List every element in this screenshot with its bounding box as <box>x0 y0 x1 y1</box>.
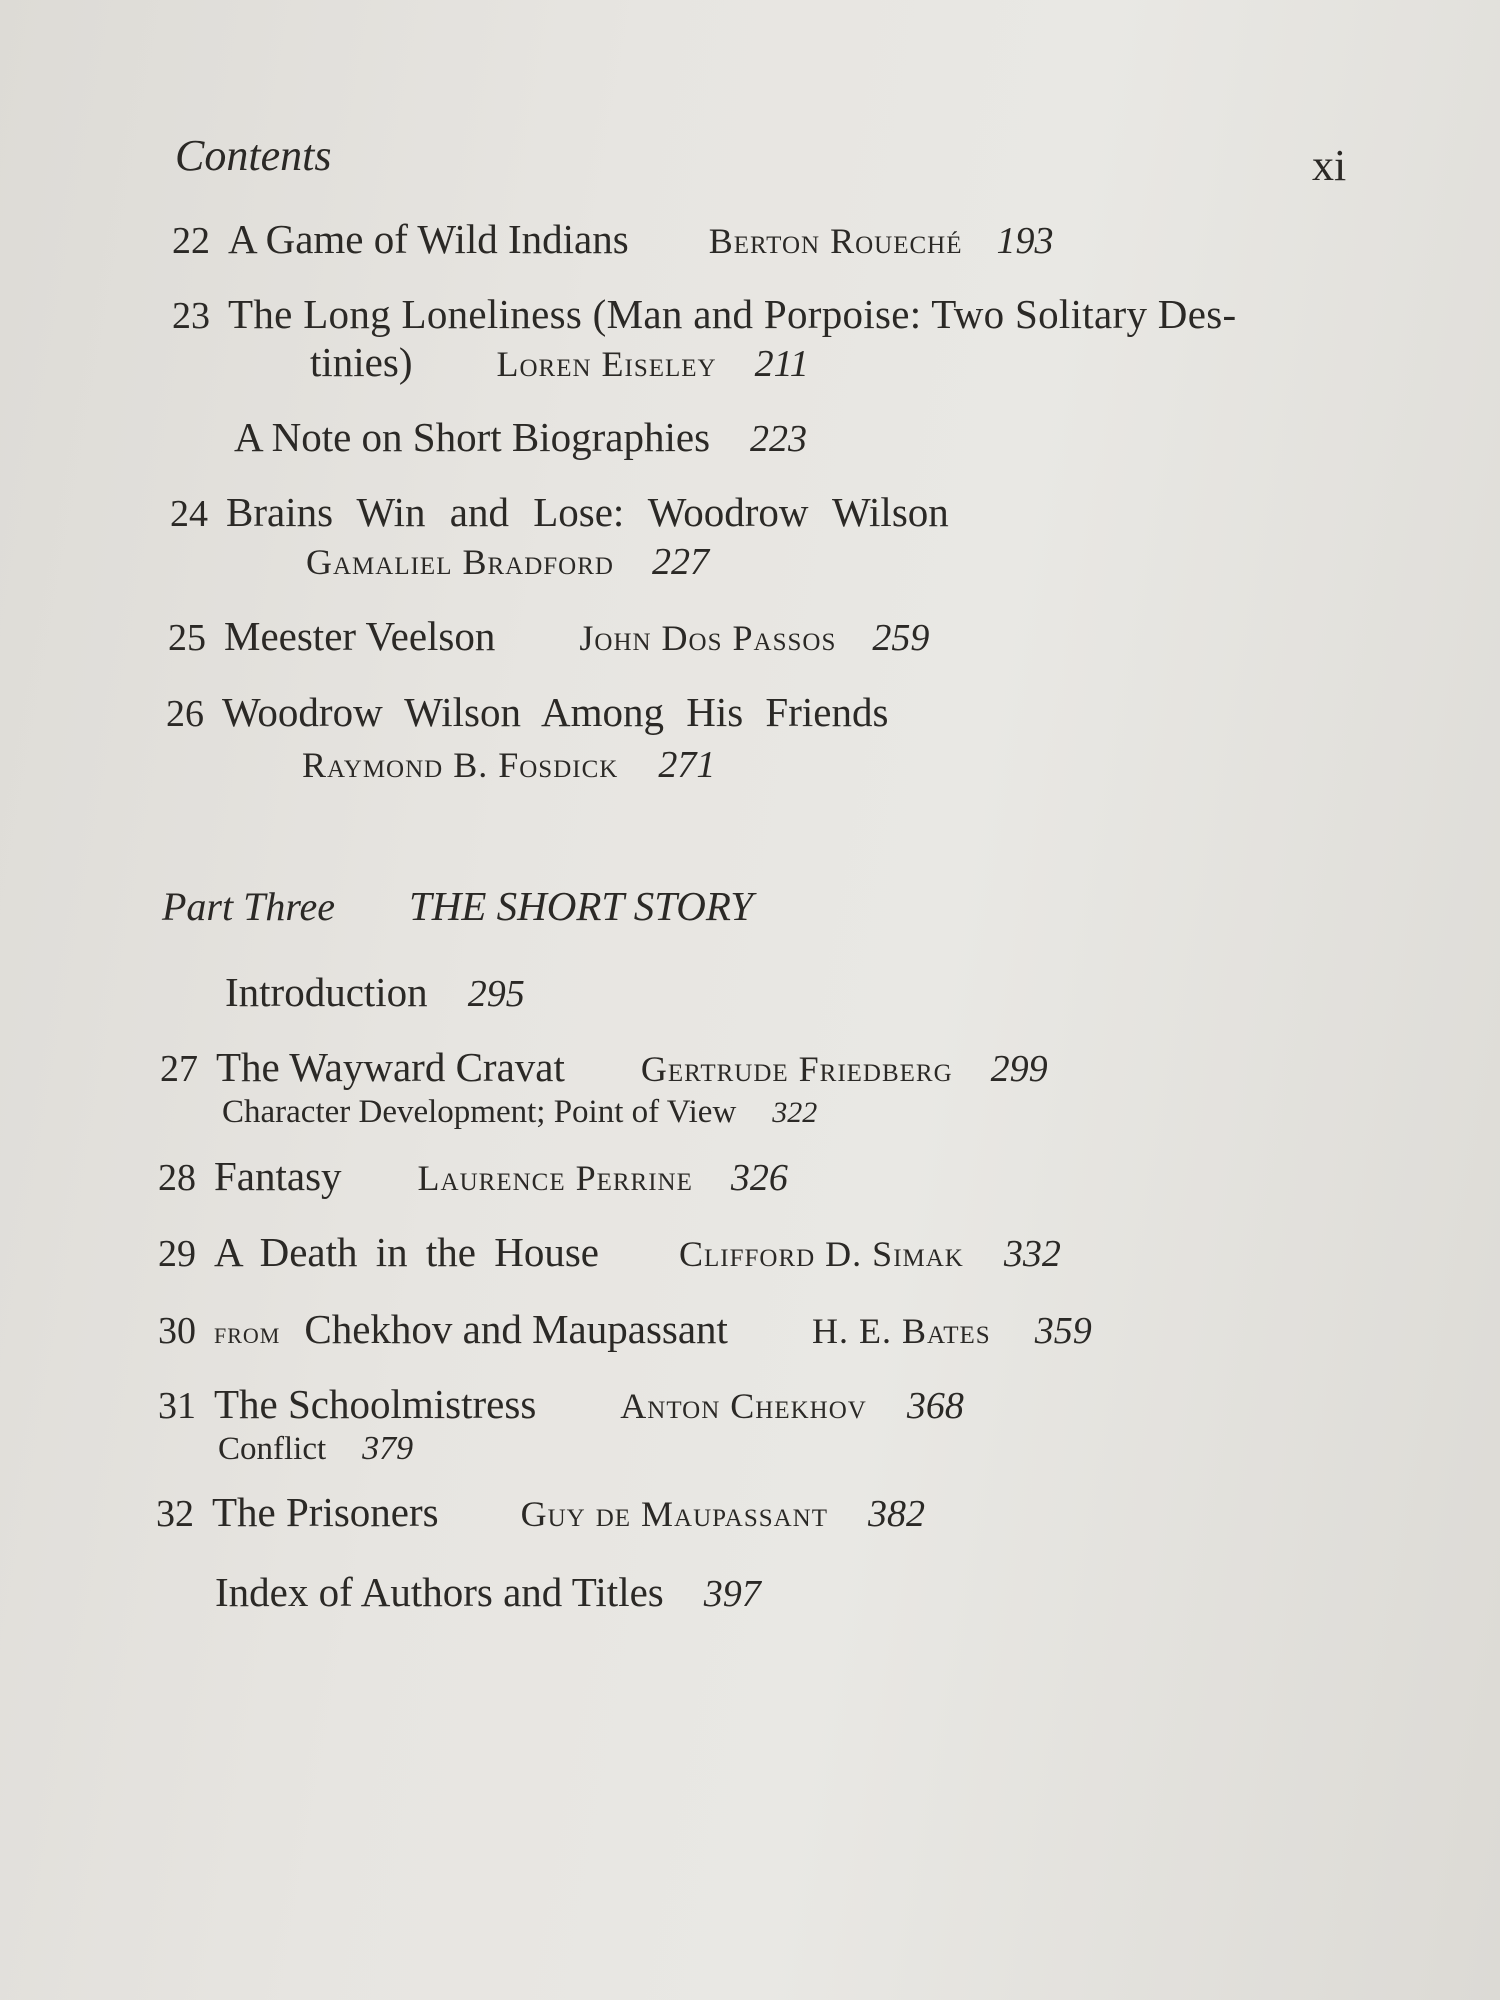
entry-number: 26 <box>166 693 204 735</box>
entry-title: Brains Win and Lose: Woodrow Wilson <box>226 489 949 535</box>
entry-author: Gamaliel Bradford <box>306 542 614 582</box>
entry-author: Berton Roueché <box>708 221 963 261</box>
entry-number: 24 <box>170 493 208 535</box>
entry-page: 382 <box>868 1493 926 1535</box>
entry-title: A Game of Wild Indians <box>228 216 629 262</box>
entry-page: 223 <box>750 418 808 460</box>
entry-author: Anton Chekhov <box>620 1386 867 1426</box>
entry-title: The Prisoners <box>212 1489 439 1535</box>
entry-page: 211 <box>754 343 809 385</box>
entry-title: A Death in the House <box>214 1229 599 1275</box>
entry-page: 271 <box>658 744 716 786</box>
page-number-folio: xi <box>1312 141 1347 190</box>
entry-number: 22 <box>172 220 210 262</box>
entry-subtopic: Conflict <box>218 1431 327 1467</box>
entry-author: John Dos Passos <box>579 618 837 658</box>
entry-page: 227 <box>651 541 709 583</box>
entry-title: Fantasy <box>214 1153 342 1199</box>
toc-entry-25 <box>168 612 929 660</box>
entry-title: Index of Authors and Titles <box>215 1569 664 1615</box>
entry-number: 28 <box>158 1157 196 1199</box>
entry-page: 368 <box>906 1385 964 1427</box>
part-heading-row <box>162 882 753 930</box>
entry-title: Woodrow Wilson Among His Friends <box>222 689 889 735</box>
entry-author: H. E. Bates <box>811 1311 991 1351</box>
toc-entry-27 <box>160 1043 1048 1091</box>
entry-subtopic: Character Development; Point of View <box>222 1094 737 1130</box>
part-label: Part Three <box>162 884 335 929</box>
entry-page: 193 <box>996 220 1054 262</box>
entry-page: 326 <box>730 1157 788 1199</box>
entry-page: 299 <box>990 1048 1048 1090</box>
running-head-title: Contents <box>175 131 332 180</box>
toc-entry-introduction <box>225 968 525 1016</box>
entry-title: The Long Loneliness (Man and Porpoise: Two Solitary Des- <box>228 291 1237 337</box>
toc-entry-29 <box>158 1228 1061 1276</box>
entry-title: A Note on Short Biographies <box>234 414 711 460</box>
entry-title: Chekhov and Maupassant <box>304 1306 728 1352</box>
entry-author: Raymond B. Fosdick <box>302 745 619 785</box>
toc-entry-24-author <box>306 540 709 584</box>
toc-entry-note <box>234 413 807 461</box>
entry-author: Loren Eiseley <box>496 344 717 384</box>
entry-number: 29 <box>158 1233 196 1275</box>
entry-author: Gertrude Friedberg <box>640 1049 953 1089</box>
toc-entry-28 <box>158 1152 788 1200</box>
entry-number: 27 <box>160 1048 198 1090</box>
toc-entry-30 <box>158 1305 1092 1353</box>
toc-entry-22 <box>172 215 1053 263</box>
entry-page: 359 <box>1034 1310 1092 1352</box>
entry-author: Guy de Maupassant <box>520 1494 829 1534</box>
entry-number: 31 <box>158 1385 196 1427</box>
entry-title-continued: tinies) <box>310 339 413 385</box>
toc-entry-32 <box>156 1488 925 1536</box>
entry-subtopic-page: 379 <box>362 1430 414 1467</box>
entry-number: 32 <box>156 1493 194 1535</box>
toc-entry-31 <box>158 1380 964 1428</box>
entry-prefix: from <box>214 1314 281 1350</box>
entry-title: Introduction <box>225 969 428 1015</box>
entry-title: The Wayward Cravat <box>216 1044 565 1090</box>
toc-entry-23 <box>172 290 1236 338</box>
toc-entry-23-continued <box>310 338 809 386</box>
entry-page: 397 <box>703 1573 761 1615</box>
entry-page: 259 <box>872 617 930 659</box>
toc-entry-index <box>215 1568 761 1616</box>
entry-number: 30 <box>158 1310 196 1352</box>
toc-entry-26 <box>166 688 888 736</box>
entry-author: Clifford D. Simak <box>678 1234 964 1274</box>
entry-title: The Schoolmistress <box>214 1381 537 1427</box>
part-title: THE SHORT STORY <box>408 883 754 929</box>
entry-title: Meester Veelson <box>224 613 496 659</box>
entry-number: 23 <box>172 295 210 337</box>
toc-entry-31-sub <box>218 1430 413 1468</box>
toc-entry-24 <box>170 488 949 536</box>
entry-page: 332 <box>1003 1233 1061 1275</box>
entry-number: 25 <box>168 617 206 659</box>
entry-page: 295 <box>467 973 525 1015</box>
toc-entry-27-sub <box>222 1094 817 1131</box>
entry-author: Laurence Perrine <box>417 1158 693 1198</box>
toc-entry-26-author <box>302 743 715 787</box>
entry-subtopic-page: 322 <box>772 1096 818 1129</box>
